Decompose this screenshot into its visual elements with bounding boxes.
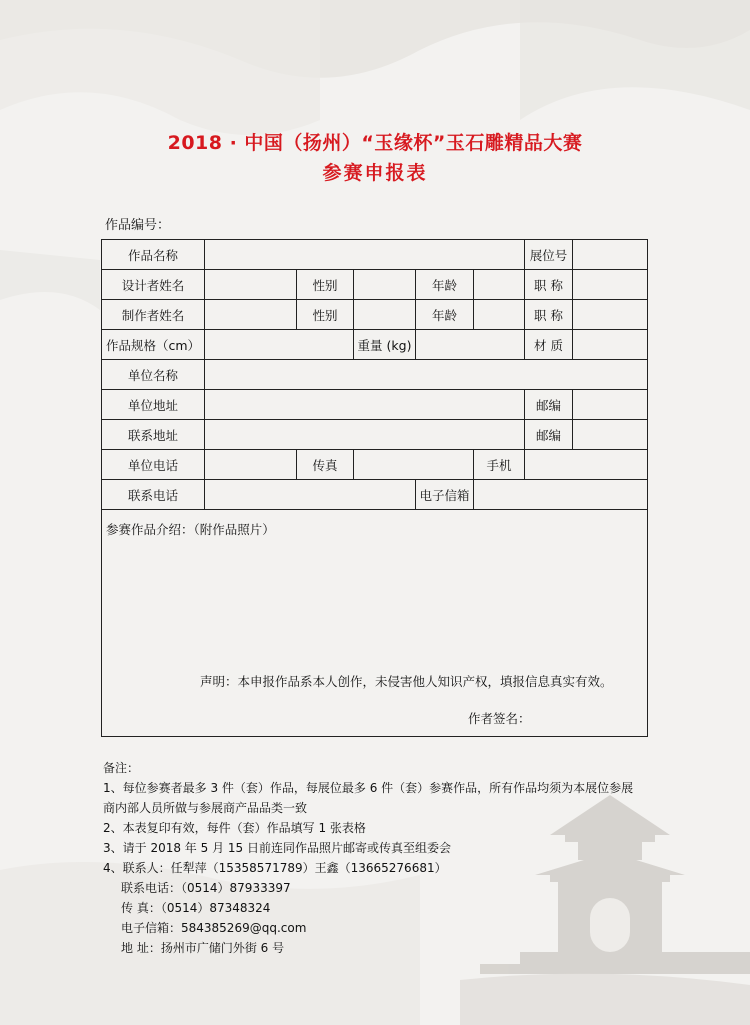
- notes-heading: 备注：: [103, 761, 140, 775]
- designer-gender-label: 性别: [297, 270, 354, 300]
- maker-gender-field[interactable]: [354, 300, 416, 330]
- form-subtitle: 参赛申报表: [322, 162, 428, 184]
- material-field[interactable]: [573, 330, 648, 360]
- row-work-name: [102, 240, 648, 270]
- spec-field[interactable]: [205, 330, 354, 360]
- unit-phone-field[interactable]: [205, 450, 297, 480]
- maker-title-label: 职 称: [525, 300, 573, 330]
- work-name-field[interactable]: [205, 240, 525, 270]
- note-item-3: 3、请于 2018 年 5 月 15 日前连同作品照片邮寄或传真至组委会: [103, 841, 451, 855]
- unit-address-label: 单位地址: [102, 390, 205, 420]
- contact-address-note: 地 址：扬州市广储门外街 6 号: [121, 941, 285, 955]
- work-name-label: 作品名称: [102, 240, 205, 270]
- unit-name-field[interactable]: [205, 360, 648, 390]
- unit-name-label: 单位名称: [102, 360, 205, 390]
- designer-age-label: 年龄: [416, 270, 474, 300]
- maker-age-field[interactable]: [474, 300, 525, 330]
- fax-label: 传真: [297, 450, 354, 480]
- booth-no-field[interactable]: [573, 240, 648, 270]
- row-unit-name: [102, 360, 648, 390]
- contact-address-field[interactable]: [205, 420, 525, 450]
- row-contact-address: [102, 420, 648, 450]
- designer-title-field[interactable]: [573, 270, 648, 300]
- note-item-4: 4、联系人：任犁萍（15358571789）王鑫（13665276681）: [103, 861, 447, 875]
- maker-name-field[interactable]: [205, 300, 297, 330]
- material-label: 材 质: [525, 330, 573, 360]
- note-item-1-cont: 商内部人员所做与参展商产品品类一致: [103, 801, 308, 815]
- contact-fax-note: 传 真：（0514）87348324: [121, 901, 271, 915]
- signature-label: 作者签名：: [468, 711, 531, 726]
- contact-postcode-field[interactable]: [573, 420, 648, 450]
- unit-postcode-label: 邮编: [525, 390, 573, 420]
- unit-postcode-field[interactable]: [573, 390, 648, 420]
- designer-name-field[interactable]: [205, 270, 297, 300]
- maker-title-field[interactable]: [573, 300, 648, 330]
- unit-address-field[interactable]: [205, 390, 525, 420]
- maker-age-label: 年龄: [416, 300, 474, 330]
- spec-label: 作品规格（cm）: [102, 330, 205, 360]
- email-label: 电子信箱: [416, 480, 474, 510]
- designer-gender-field[interactable]: [354, 270, 416, 300]
- intro-area[interactable]: [102, 510, 648, 737]
- contact-email-note: 电子信箱：584385269@qq.com: [121, 921, 307, 935]
- notes-section: [103, 758, 663, 958]
- designer-title-label: 职 称: [525, 270, 573, 300]
- row-designer: [102, 270, 648, 300]
- row-contact-phone: [102, 480, 648, 510]
- designer-age-field[interactable]: [474, 270, 525, 300]
- row-intro: [102, 510, 648, 737]
- declaration-text: 声明：本申报作品系本人创作，未侵害他人知识产权，填报信息真实有效。: [200, 674, 613, 689]
- designer-name-label: 设计者姓名: [102, 270, 205, 300]
- weight-label: 重量 (kg): [354, 330, 416, 360]
- email-field[interactable]: [474, 480, 648, 510]
- form-title: 2018 · 中国（扬州）“玉缘杯”玉石雕精品大赛: [167, 132, 583, 154]
- unit-phone-label: 单位电话: [102, 450, 205, 480]
- contact-phone-note: 联系电话：（0514）87933397: [121, 881, 291, 895]
- contact-phone-label: 联系电话: [102, 480, 205, 510]
- work-number-label: 作品编号：: [105, 218, 171, 233]
- row-unit-phone: [102, 450, 648, 480]
- intro-label: 参赛作品介绍：（附作品照片）: [106, 522, 275, 537]
- application-form-table: [101, 239, 648, 737]
- row-spec: [102, 330, 648, 360]
- mobile-field[interactable]: [525, 450, 648, 480]
- contact-phone-field[interactable]: [205, 480, 416, 510]
- row-unit-address: [102, 390, 648, 420]
- weight-field[interactable]: [416, 330, 525, 360]
- row-maker: [102, 300, 648, 330]
- booth-no-label: 展位号: [525, 240, 573, 270]
- mobile-label: 手机: [474, 450, 525, 480]
- contact-address-label: 联系地址: [102, 420, 205, 450]
- fax-field[interactable]: [354, 450, 474, 480]
- maker-name-label: 制作者姓名: [102, 300, 205, 330]
- note-item-1: 1、每位参赛者最多 3 件（套）作品，每展位最多 6 件（套）参赛作品，所有作品均须为本展位参展: [103, 781, 634, 795]
- note-item-2: 2、本表复印有效，每件（套）作品填写 1 张表格: [103, 821, 366, 835]
- contact-postcode-label: 邮编: [525, 420, 573, 450]
- maker-gender-label: 性别: [297, 300, 354, 330]
